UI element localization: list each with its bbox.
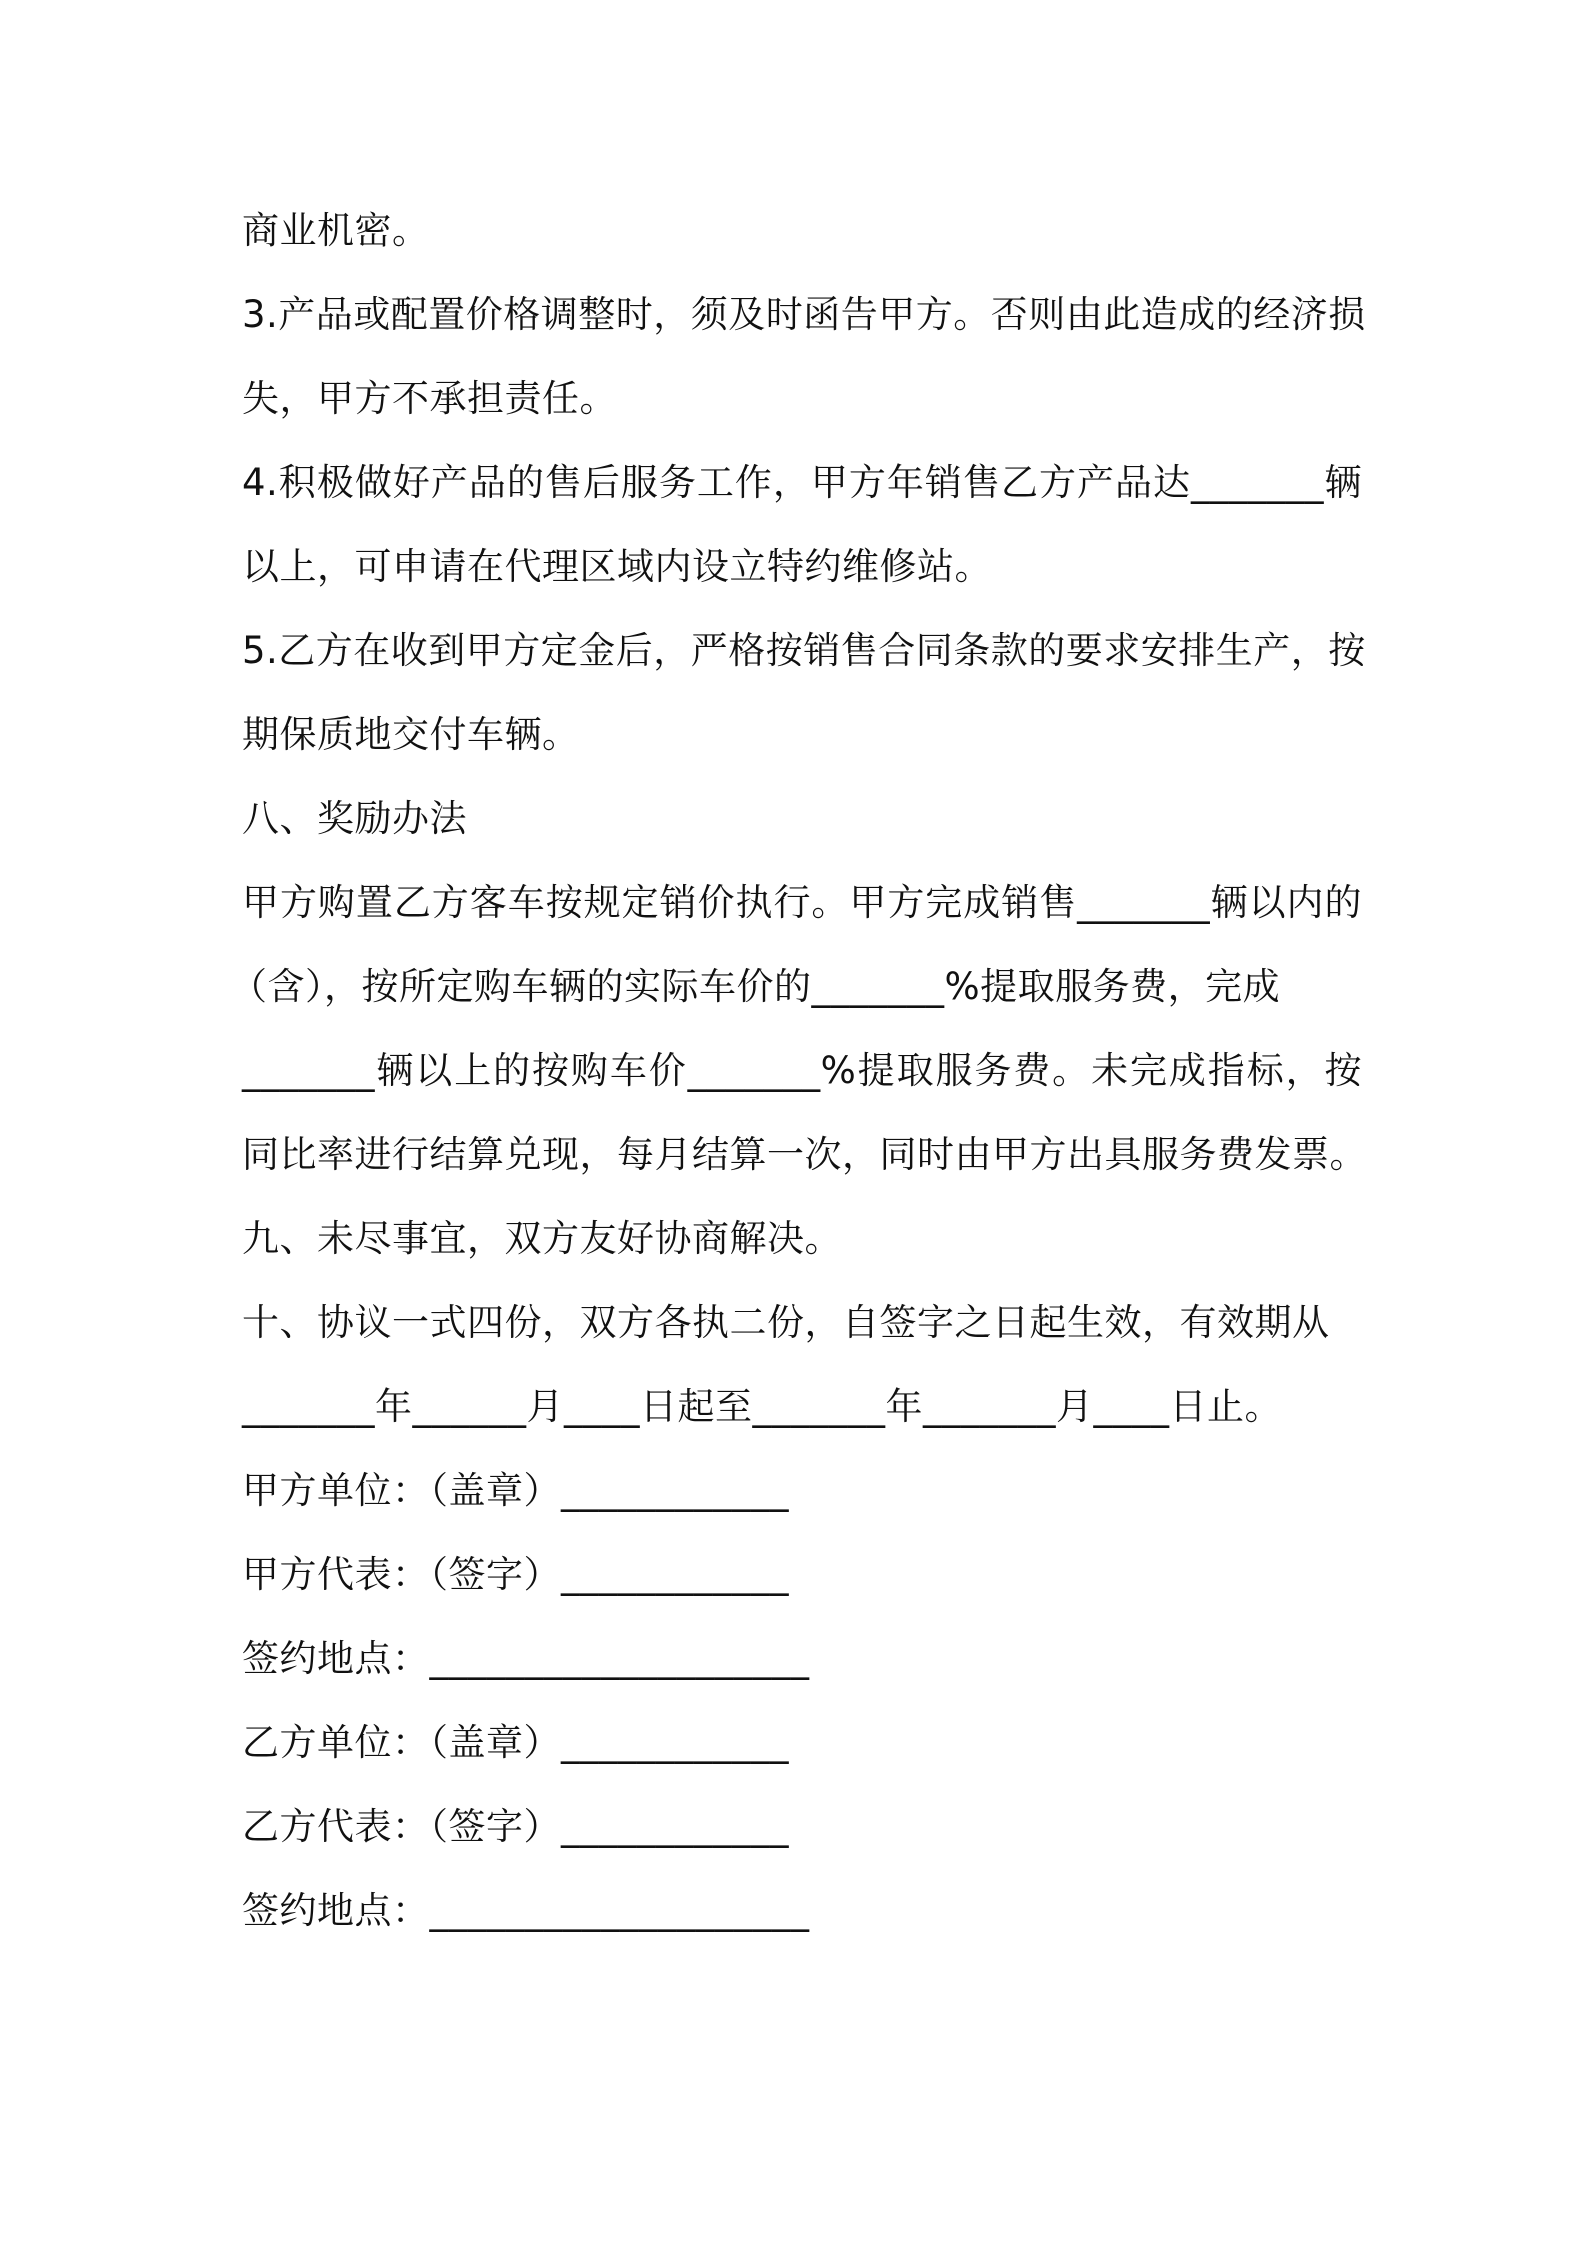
clause-5-line-1: 5.乙方在收到甲方定金后，严格按销售合同条款的要求安排生产，按 xyxy=(242,629,1366,672)
section-10-line-1: 十、协议一式四份，双方各执二份，自签字之日起生效，有效期从 xyxy=(242,1301,1330,1344)
section-10-validity-dates: _______年______月____日起至_______年_______月____日止。 xyxy=(242,1385,1282,1428)
party-a-signing-place: 签约地点：____________________ xyxy=(242,1637,810,1680)
section-8-line-4: 同比率进行结算兑现，每月结算一次，同时由甲方出具服务费发票。 xyxy=(242,1133,1367,1176)
section-8-line-2: （含），按所定购车辆的实际车价的_______%提取服务费，完成 xyxy=(230,965,1281,1008)
party-a-unit-seal: 甲方单位：（盖章）____________ xyxy=(242,1469,789,1512)
section-9-text: 九、未尽事宜，双方友好协商解决。 xyxy=(242,1217,842,1260)
party-b-unit-seal: 乙方单位：（盖章）____________ xyxy=(242,1721,789,1764)
clause-3-line-1: 3.产品或配置价格调整时，须及时函告甲方。否则由此造成的经济损 xyxy=(242,293,1366,336)
clause-4-line-1: 4.积极做好产品的售后服务工作，甲方年销售乙方产品达_______辆 xyxy=(242,461,1362,504)
section-8-heading: 八、奖励办法 xyxy=(242,797,467,840)
clause-4-line-2: 以上，可申请在代理区域内设立特约维修站。 xyxy=(242,545,992,588)
party-a-representative-signature: 甲方代表：（签字）____________ xyxy=(242,1553,789,1596)
section-8-line-3: _______辆以上的按购车价_______%提取服务费。未完成指标，按 xyxy=(242,1049,1362,1092)
text-line-trade-secret: 商业机密。 xyxy=(242,209,430,252)
clause-3-line-2: 失，甲方不承担责任。 xyxy=(242,377,617,420)
party-b-signing-place: 签约地点：____________________ xyxy=(242,1889,810,1932)
section-8-line-1: 甲方购置乙方客车按规定销价执行。甲方完成销售_______辆以内的 xyxy=(242,881,1362,924)
party-b-representative-signature: 乙方代表：（签字）____________ xyxy=(242,1805,789,1848)
clause-5-line-2: 期保质地交付车辆。 xyxy=(242,713,580,756)
